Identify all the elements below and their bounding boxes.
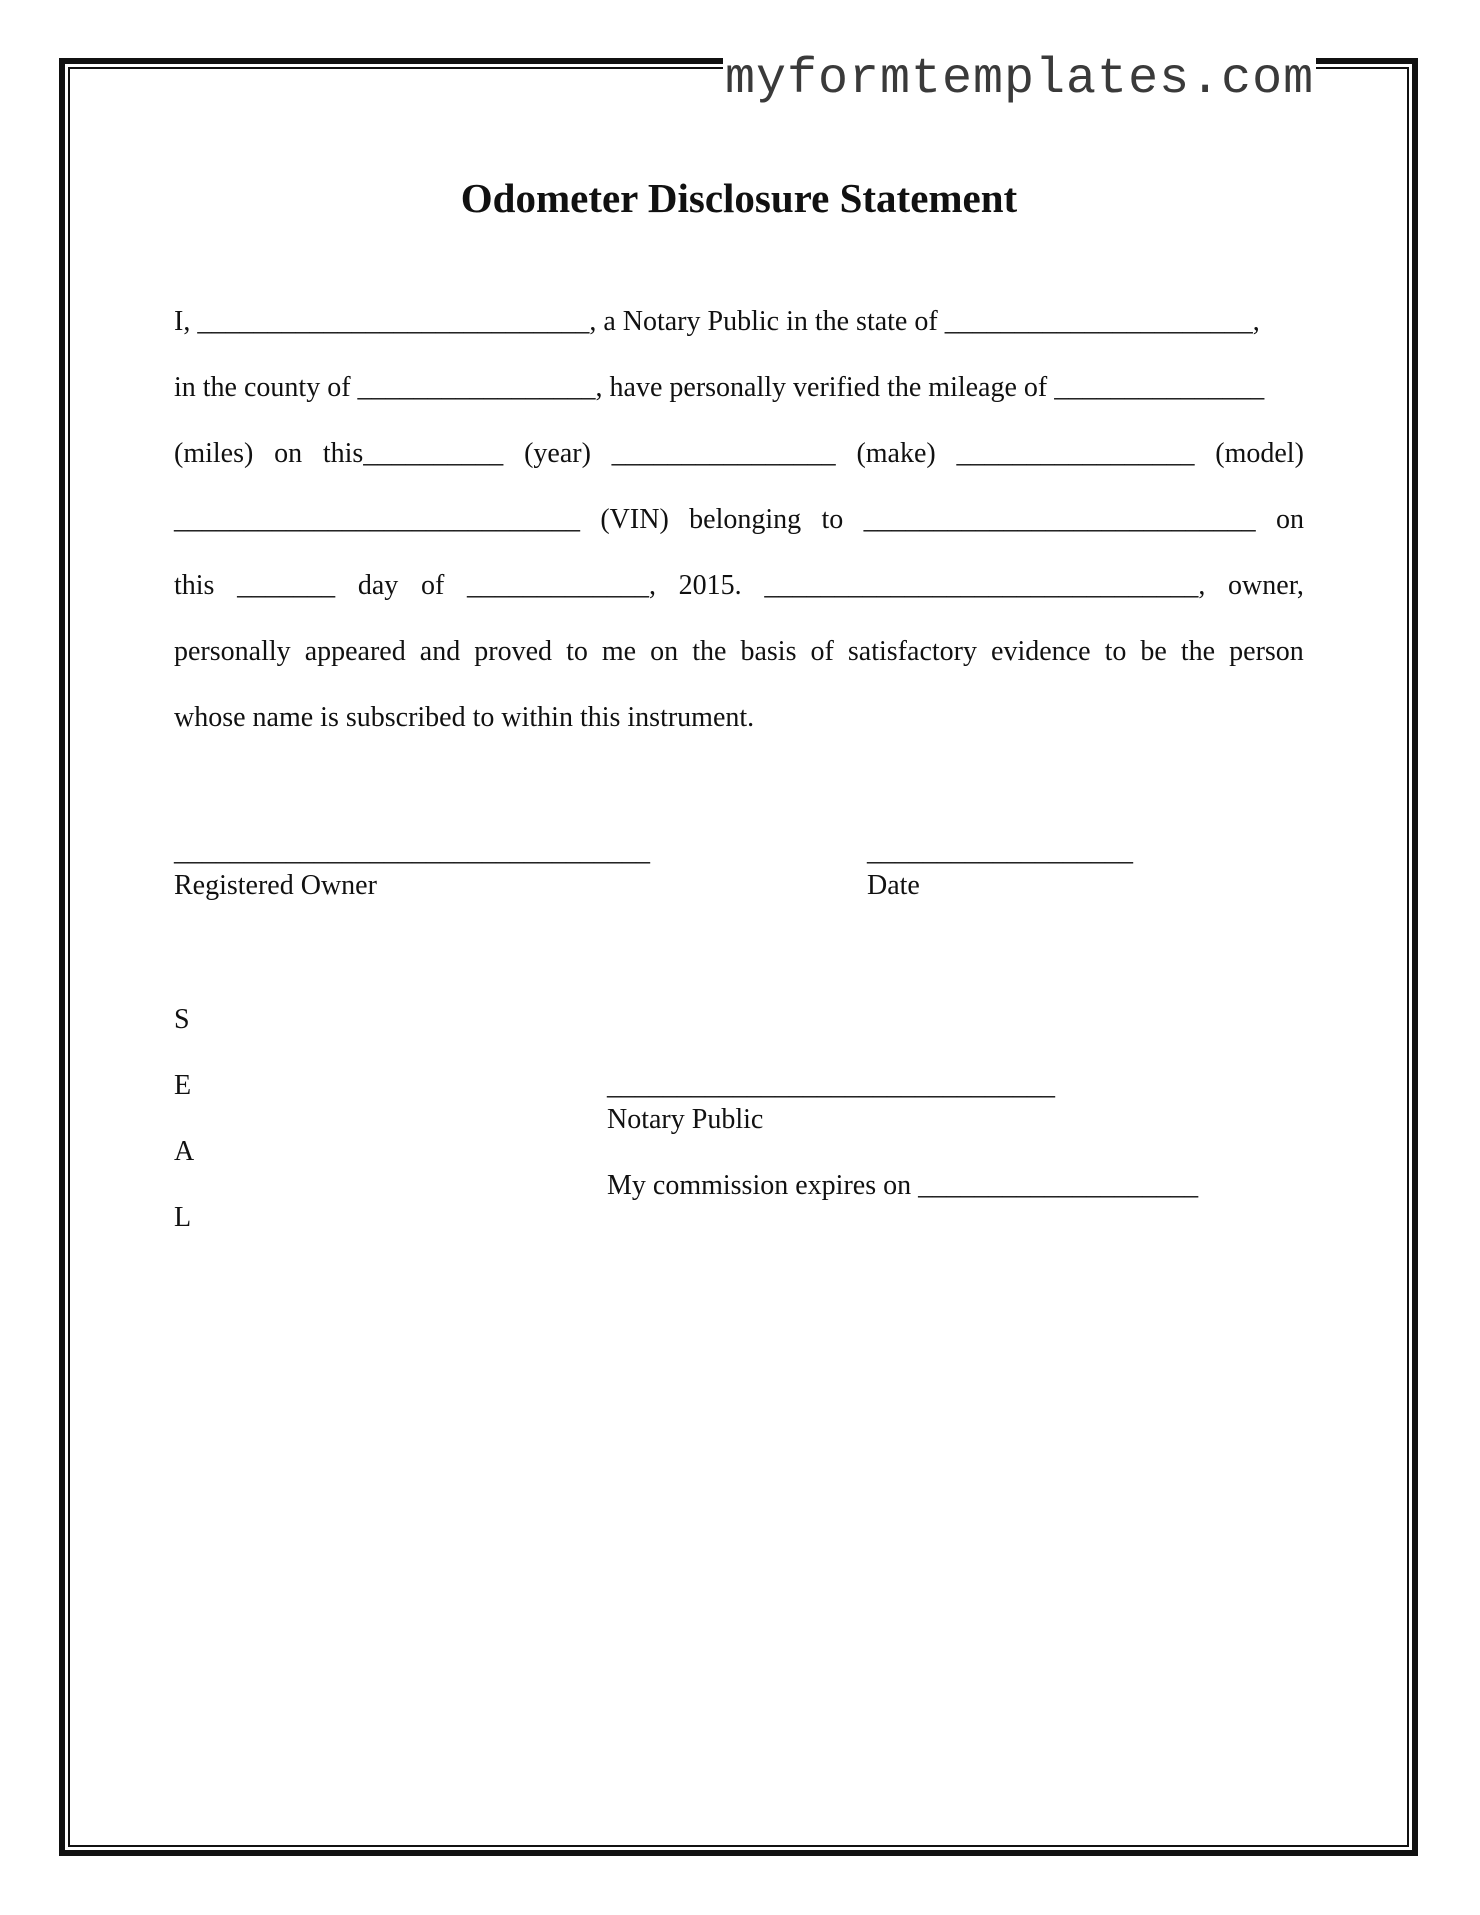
day-field[interactable]: _______ (237, 570, 336, 601)
notary-name-field[interactable]: ____________________________ (197, 306, 590, 337)
year-field[interactable]: this__________ (322, 438, 504, 469)
statement-line-3: (miles) on this__________ (year) ________________ (make) _________________ (model) (174, 436, 1304, 472)
county-field[interactable]: _________________ (357, 372, 596, 403)
statement-line-4: _____________________________ (VIN) belonging to ____________________________ on (174, 502, 1304, 538)
seal-letter: A (174, 1136, 195, 1167)
seal-letter: L (174, 1202, 192, 1233)
statement-line-1: I, ____________________________, a Notary Public in the state of ______________________, (174, 306, 1260, 337)
commission-expiry-field[interactable]: ____________________ (918, 1170, 1199, 1201)
model-field[interactable]: _________________ (956, 438, 1195, 469)
date-signature-line[interactable]: ___________________ (867, 836, 1133, 867)
state-field[interactable]: ______________________ (944, 306, 1253, 337)
month-field[interactable]: _____________, (466, 570, 656, 601)
make-field[interactable]: ________________ (611, 438, 836, 469)
appearing-owner-field[interactable]: _______________________________, (764, 570, 1206, 601)
commission-expiry-line: My commission expires on ____________________ (607, 1170, 1199, 1201)
statement-line-2: in the county of _________________, have personally verified the mileage of _______________ (174, 372, 1265, 403)
watermark: myformtemplates.com (725, 51, 1315, 108)
statement-line-6: personally appeared and proved to me on the basis of satisfactory evidence to be the person (174, 636, 1304, 667)
seal-letter: S (174, 1004, 190, 1035)
owner-signature-label: Registered Owner (174, 870, 377, 901)
date-label: Date (867, 870, 920, 901)
mileage-field[interactable]: _______________ (1054, 372, 1265, 403)
notary-label: Notary Public (607, 1104, 764, 1135)
statement-line-7: whose name is subscribed to within this instrument. (174, 702, 755, 733)
owner-signature-line[interactable]: __________________________________ (174, 836, 650, 867)
owner-name-field[interactable]: ____________________________ (863, 504, 1256, 535)
page-title: Odometer Disclosure Statement (460, 175, 1018, 221)
statement-line-5: this _______ day of _____________, 2015. _______________________________, owner, (174, 568, 1304, 604)
notary-signature-line[interactable]: ________________________________ (607, 1070, 1055, 1101)
vin-field[interactable]: _____________________________ (174, 504, 580, 535)
seal-letter: E (174, 1070, 192, 1101)
